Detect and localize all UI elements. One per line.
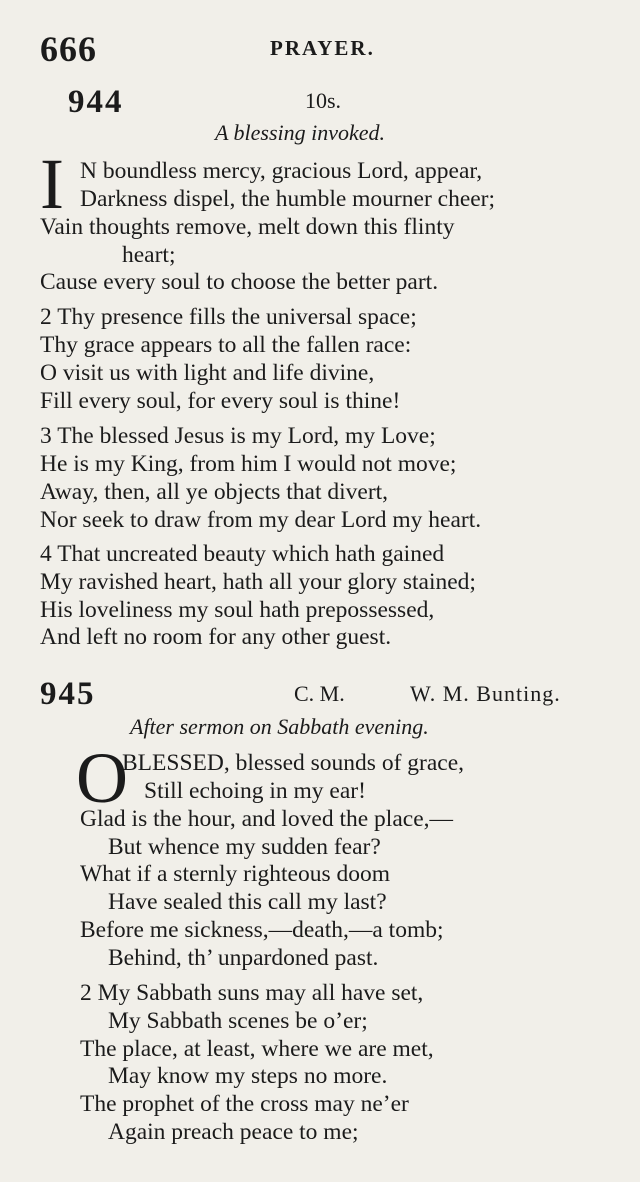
hymn-944-line: heart; xyxy=(122,242,176,268)
hymn-944-line: My ravished heart, hath all your glory stained; xyxy=(40,569,476,595)
hymn-945-line: Behind, th’ unpardoned past. xyxy=(108,945,379,971)
hymn-944-line: Cause every soul to choose the better part. xyxy=(40,269,439,295)
hymn-944-subtitle: A blessing invoked. xyxy=(215,120,386,145)
hymn-945-line: What if a sternly righteous doom xyxy=(80,861,390,887)
hymn-945-drop-cap: O xyxy=(76,738,128,818)
hymn-945-number: 945 xyxy=(40,676,96,712)
hymn-945-meter: C. M. xyxy=(294,681,345,706)
running-title: PRAYER. xyxy=(270,36,375,60)
hymn-944-meter: 10s. xyxy=(305,88,342,113)
page-number: 666 xyxy=(40,29,97,69)
hymn-945-line: BLESSED, blessed sounds of grace, xyxy=(122,750,465,776)
hymn-945-line: 2 My Sabbath suns may all have set, xyxy=(80,980,424,1006)
hymn-945-subtitle: After sermon on Sabbath evening. xyxy=(130,714,429,739)
hymn-944-line: His loveliness my soul hath prepossessed, xyxy=(40,597,435,623)
hymn-945-line: The prophet of the cross may ne’er xyxy=(80,1091,409,1117)
hymn-945-author: W. M. Bunting. xyxy=(410,681,561,706)
hymn-944-line: N boundless mercy, gracious Lord, appear, xyxy=(80,158,483,184)
hymn-945-line: The place, at least, where we are met, xyxy=(80,1036,434,1062)
hymn-944-line: Darkness dispel, the humble mourner cheer; xyxy=(80,186,496,212)
hymn-945-line: Have sealed this call my last? xyxy=(108,889,387,915)
hymn-945-line: Glad is the hour, and loved the place,— xyxy=(80,806,453,832)
hymn-944-line: And left no room for any other guest. xyxy=(40,624,392,650)
hymn-944-line: He is my King, from him I would not move; xyxy=(40,451,457,477)
hymn-945-line: But whence my sudden fear? xyxy=(108,834,381,860)
hymn-944-drop-cap: I xyxy=(40,144,64,224)
hymn-945-line: Still echoing in my ear! xyxy=(144,778,366,804)
hymn-944-line: 3 The blessed Jesus is my Lord, my Love; xyxy=(40,423,436,449)
hymn-944-line: Nor seek to draw from my dear Lord my heart. xyxy=(40,507,482,533)
hymn-944-number: 944 xyxy=(68,84,124,120)
hymn-944-line: Vain thoughts remove, melt down this flinty xyxy=(40,214,455,240)
hymn-944-line: Thy grace appears to all the fallen race: xyxy=(40,332,412,358)
hymn-944-line: 2 Thy presence fills the universal space; xyxy=(40,304,417,330)
hymn-944-line: Fill every soul, for every soul is thine! xyxy=(40,388,401,414)
hymn-945-line: My Sabbath scenes be o’er; xyxy=(108,1008,368,1034)
hymn-945-line: Before me sickness,—death,—a tomb; xyxy=(80,917,444,943)
hymn-945-line: Again preach peace to me; xyxy=(108,1119,359,1145)
hymn-945-line: May know my steps no more. xyxy=(108,1063,388,1089)
hymn-944-line: O visit us with light and life divine, xyxy=(40,360,375,386)
hymn-944-line: 4 That uncreated beauty which hath gained xyxy=(40,541,445,567)
hymn-944-line: Away, then, all ye objects that divert, xyxy=(40,479,389,505)
